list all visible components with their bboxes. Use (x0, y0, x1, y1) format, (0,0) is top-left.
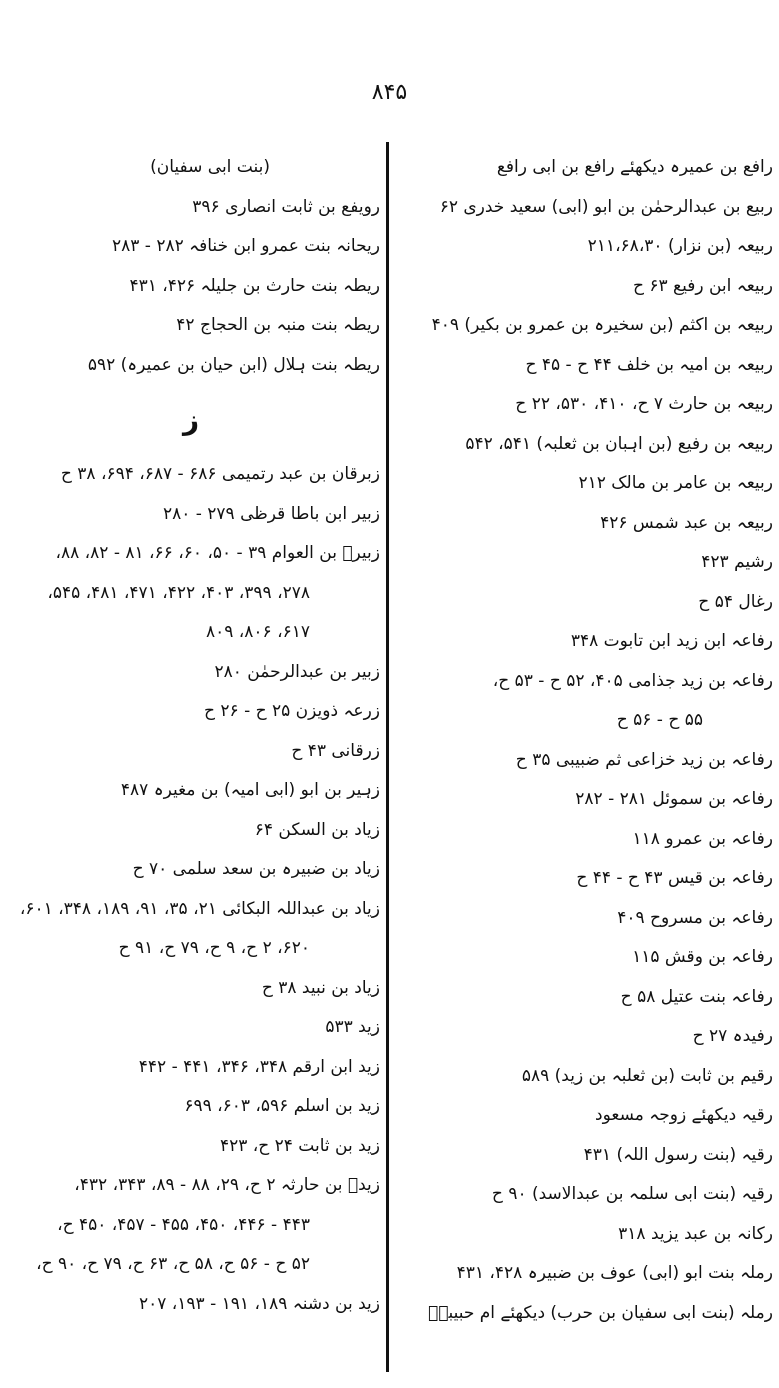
index-entry: رملہ (بنت ابی سفیان بن حرب) دیکھئے ام حبیبہؓ (428, 1302, 773, 1323)
index-entry: ریحانہ بنت عمرو ابن خنافہ ۲۸۲ - ۲۸۳ (112, 236, 380, 256)
index-entry: زید ابن ارقم ۳۴۸، ۳۴۶، ۴۴۱ - ۴۴۲ (138, 1056, 380, 1077)
index-entry: ربیعہ بن رفیع (بن اہبان بن ثعلبہ) ۵۴۱، ۵۴۲ (465, 433, 773, 454)
index-entry: زید بن دشنہ ۱۸۹، ۱۹۱ - ۱۹۳، ۲۰۷ (138, 1293, 380, 1314)
index-entry: رقیہ (بنت رسول اللہ) ۴۳۱ (583, 1144, 773, 1165)
index-entry: (بنت ابی سفیان) (150, 157, 270, 177)
index-entry: رافع بن عمیرہ دیکھئے رافع بن ابی رافع (496, 157, 773, 177)
index-entry: زیاد بن عبداللہ البکائی ۲۱، ۳۵، ۹۱، ۱۸۹، ۳۴۸، ۶۰۱، (19, 898, 380, 919)
index-entry: ریطہ بنت حارث بن جلیلہ ۴۲۶، ۴۳۱ (129, 275, 380, 296)
index-entry: ۴۴۳ - ۴۴۶، ۴۵۰، ۴۵۵ - ۴۵۷، ۴۵۰ ح، (57, 1214, 310, 1235)
index-column-left (2, 148, 380, 1324)
index-entry: رفیدہ ۲۷ ح (692, 1026, 773, 1046)
index-entry: رفاعہ بن قیس ۴۳ ح - ۴۴ ح (576, 868, 773, 888)
index-entry: زیاد بن ضبیرہ بن سعد سلمی ۷۰ ح (132, 859, 380, 879)
index-entry: زید بن اسلم ۵۹۶، ۶۰۳، ۶۹۹ (184, 1096, 380, 1116)
index-entry: زیدؓ بن حارثہ ۲ ح، ۲۹، ۸۸ - ۸۹، ۳۴۳، ۴۳۲، (74, 1175, 380, 1195)
index-entry: ربیعہ بن عامر بن مالک ۲۱۲ (578, 473, 773, 493)
index-entry: رقیہ دیکھئے زوجہ مسعود (595, 1105, 773, 1125)
index-entry: زید ۵۳۳ (325, 1017, 380, 1037)
index-entry: زید بن ثابت ۲۴ ح، ۴۲۳ (219, 1135, 380, 1156)
index-entry: رفاعہ بنت عتیل ۵۸ ح (620, 986, 773, 1007)
index-entry: رشیم ۴۲۳ (701, 552, 773, 572)
index-entry: رویفع بن ثابت انصاری ۳۹۶ (192, 196, 380, 217)
index-entry: رکانہ بن عبد یزید ۳۱۸ (618, 1223, 773, 1244)
index-entry: رفاعہ بن وقش ۱۱۵ (632, 947, 773, 967)
index-entry: زہیر بن ابو (ابی امیہ) بن مغیرہ ۴۸۷ (120, 780, 380, 800)
index-column-right (401, 148, 773, 1333)
section-letter-heading: ز (182, 403, 200, 436)
index-entry: رقیہ (بنت ابی سلمہ بن عبدالاسد) ۹۰ ح (491, 1184, 773, 1204)
index-entry: زرعہ ذویزن ۲۵ ح - ۲۶ ح (204, 701, 380, 721)
index-entry: ربیع بن عبدالرحمٰن بن ابو (ابی) سعید خدری ۶۲ (439, 196, 773, 217)
index-entry: رفاعہ ابن زید ابن تابوت ۳۴۸ (570, 631, 773, 651)
index-entry: زبیر ابن باطا قرظی ۲۷۹ - ۲۸۰ (162, 503, 380, 524)
index-entry: ربیعہ بن اکثم (بن سخیرہ بن عمرو بن بکیر) ۴۰۹ (431, 315, 773, 335)
index-entry: ۲۷۸، ۳۹۹، ۴۰۳، ۴۲۲، ۴۷۱، ۴۸۱، ۵۴۵، (47, 582, 310, 603)
index-entry: زیاد بن السکن ۶۴ (254, 819, 380, 840)
index-entry: ۶۱۷، ۸۰۶، ۸۰۹ (206, 622, 310, 642)
index-entry: ۵۲ ح - ۵۶ ح، ۵۸ ح، ۶۳ ح، ۷۹ ح، ۹۰ ح، (36, 1254, 310, 1274)
index-entry: رفاعہ بن مسروح ۴۰۹ (617, 907, 773, 928)
index-entry: ریطہ بنت ہلال (ابن حیان بن عمیرہ) ۵۹۲ (87, 354, 380, 375)
index-entry: رقیم بن ثابت (بن ثعلبہ بن زید) ۵۸۹ (521, 1065, 773, 1086)
page-number: ۸۴۵ (371, 80, 408, 105)
index-entry: زبیر بن عبدالرحمٰن ۲۸۰ (214, 661, 380, 682)
index-entry: ریطہ بنت منبہ بن الحجاج ۴۲ (176, 315, 380, 335)
index-entry: رفاعہ بن زید جذامی ۴۰۵، ۵۲ ح - ۵۳ ح، (492, 670, 773, 691)
index-entry: رفاعہ بن زید خزاعی ثم ضبیبی ۳۵ ح (515, 749, 773, 770)
column-divider (386, 142, 389, 1372)
index-entry: زبیرؓ بن العوام ۳۹ - ۵۰، ۶۰، ۶۶، ۸۱ - ۸۲، ۸۸، (55, 543, 380, 563)
index-entry: ربیعہ (بن نزار) ۲۱۱،۶۸،۳۰ (587, 236, 773, 256)
index-entry: زیاد بن نبید ۳۸ ح (261, 977, 380, 998)
index-entry: رفاعہ بن سموئل ۲۸۱ - ۲۸۲ (575, 789, 773, 809)
index-entry: ۶۲۰، ۲ ح، ۹ ح، ۷۹ ح، ۹۱ ح (118, 938, 310, 958)
index-entry: رفاعہ بن عمرو ۱۱۸ (632, 828, 773, 849)
index-entry: رغال ۵۴ ح (698, 591, 773, 612)
index-entry: ربیعہ بن امیہ بن خلف ۴۴ ح - ۴۵ ح (525, 354, 773, 375)
index-entry: ۵۵ ح - ۵۶ ح (616, 710, 703, 730)
index-entry: زبرقان بن عبد رتمیمی ۶۸۶ - ۶۸۷، ۶۹۴، ۳۸ ح (60, 464, 380, 484)
index-entry: ربیعہ بن حارث ۷ ح، ۴۱۰، ۵۳۰، ۲۲ ح (515, 394, 773, 414)
index-entry: رملہ بنت ابو (ابی) عوف بن ضبیرہ ۴۲۸، ۴۳۱ (456, 1263, 773, 1283)
index-entry: ربیعہ بن عبد شمس ۴۲۶ (600, 512, 773, 533)
index-entry: زرقانی ۴۳ ح (291, 740, 380, 761)
index-entry: ربیعہ ابن رفیع ۶۳ ح (632, 275, 773, 296)
